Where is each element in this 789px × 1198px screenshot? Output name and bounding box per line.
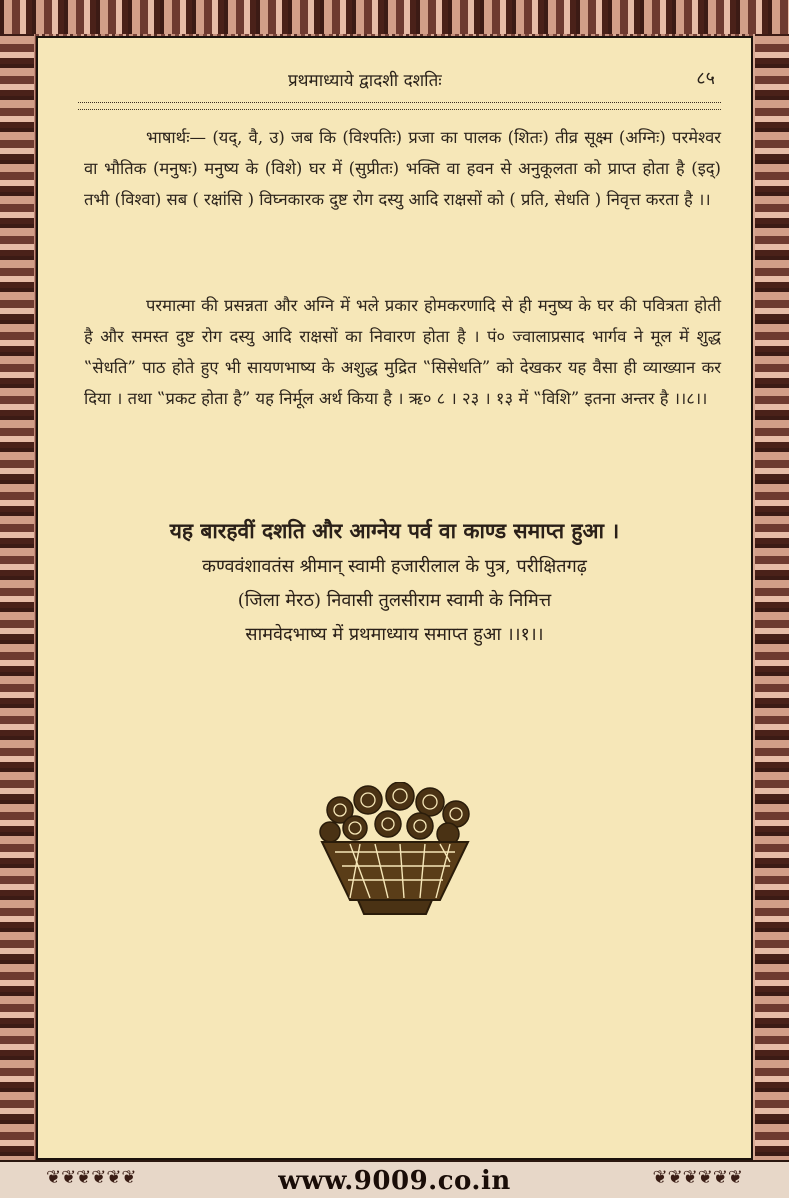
footer-ornament-right-icon: ❦❦❦❦❦❦ — [652, 1167, 743, 1188]
colophon-line-3: (जिला मेरठ) निवासी तुलसीराम स्वामी के निमित्त — [237, 590, 552, 611]
header-divider — [78, 102, 721, 110]
colophon — [58, 512, 731, 652]
footer-band — [0, 1160, 789, 1198]
footer-website-link[interactable]: www.9009.co.in — [278, 1166, 511, 1196]
page-title: प्रथमाध्याये द्वादशी दशतिः — [288, 71, 442, 91]
page-number: ८५ — [696, 68, 715, 89]
frame-top-border — [0, 0, 789, 34]
book-page — [36, 36, 753, 1160]
footer-ornament-left-icon: ❦❦❦❦❦❦ — [46, 1167, 137, 1188]
colophon-line-4: सामवेदभाष्य में प्रथमाध्याय समाप्त हुआ ।।१।। — [245, 624, 544, 645]
page-header — [78, 64, 721, 94]
colophon-line-2: कण्ववंशावतंस श्रीमान् स्वामी हजारीलाल के पुत्र, परीक्षितगढ़ — [202, 556, 587, 577]
bhashartha-paragraph: भाषार्थः— (यद्, वै, उ) जब कि (विश्पतिः) प्रजा का पालक (शितः) तीव्र सूक्ष्म (अग्निः) परमेश्वर वा भौतिक (मनुषः) मनुष्य के (विशे) घर में (सुप्रीतः) भक्ति वा हवन से अनुकूलता को प्राप्त होता है (इद्) तभी (विश्वा) सब ( रक्षांसि ) विघ्नकारक दुष्ट रोग दस्यु आदि राक्षसों को ( प्रति, सेधति ) निवृत्त करता है ।। — [84, 128, 721, 209]
frame-left-border — [0, 0, 34, 1198]
commentary-paragraph: परमात्मा की प्रसन्नता और अग्नि में भले प्रकार होमकरणादि से ही मनुष्य के घर की पवित्रता होती है और समस्त दुष्ट रोग दस्यु आदि राक्षसों का निवारण होता है । पं० ज्वालाप्रसाद भार्गव ने मूल में शुद्ध ‟सेधति” पाठ होते हुए भी सायणभाष्य के अशुद्ध मुद्रित ‟सिसेधति” को देखकर यह वैसा ही व्याख्यान कर दिया । तथा ‟प्रकट होता है” यह निर्मूल अर्थ किया है । ऋ० ८ । २३ । १३ में ‟विशि” इतना अन्तर है ।।८।। — [84, 296, 721, 408]
colophon-line-1: यह बारहवीं दशति और आग्नेय पर्व वा काण्ड समाप्त हुआ । — [169, 518, 620, 543]
flower-basket-icon — [300, 782, 490, 922]
frame-right-border — [755, 0, 789, 1198]
